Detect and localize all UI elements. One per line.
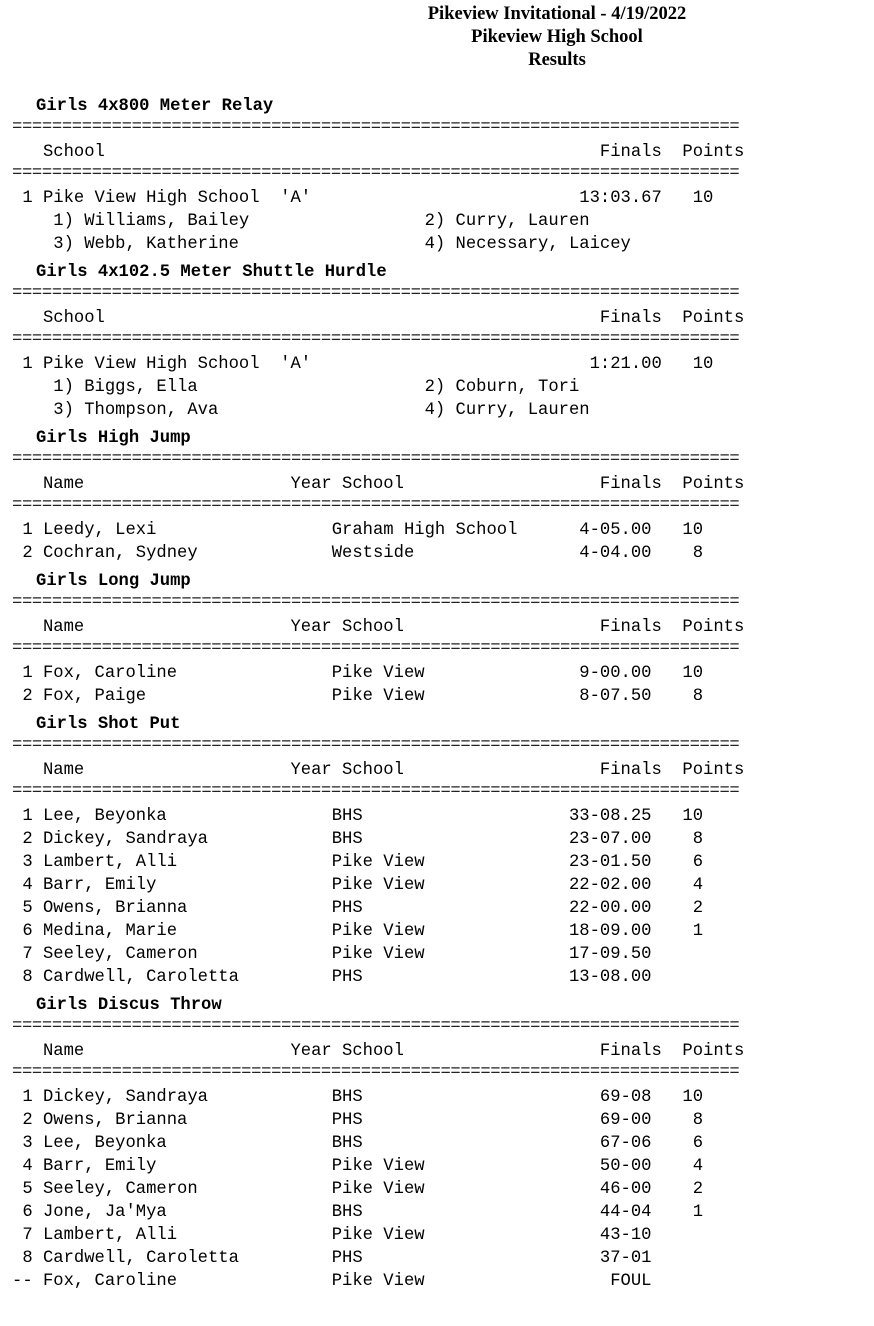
column-header: Name Year School Finals Points [12, 475, 745, 494]
rule-line: ========================================================================= [12, 782, 740, 801]
rule-line: ========================================================================= [12, 736, 740, 755]
result-row: 3 Lambert, Alli Pike View 23-01.50 6 [12, 853, 704, 872]
column-header: Name Year School Finals Points [12, 618, 745, 637]
event-title: Girls Shot Put [36, 715, 181, 734]
rule-line: ========================================================================= [12, 1017, 740, 1036]
event-section [12, 427, 842, 565]
meet-title: Pikeview Invitational - 4/19/2022 [427, 4, 687, 24]
column-header: School Finals Points [12, 309, 745, 328]
event-section [12, 713, 842, 989]
event-section [12, 994, 842, 1293]
result-row: 4 Barr, Emily Pike View 50-00 4 [12, 1157, 704, 1176]
meet-venue: Pikeview High School [471, 27, 643, 47]
rule-line: ========================================================================= [12, 593, 740, 612]
result-row: 6 Jone, Ja'Mya BHS 44-04 1 [12, 1203, 704, 1222]
result-row: 7 Seeley, Cameron Pike View 17-09.50 [12, 945, 652, 964]
result-row: 7 Lambert, Alli Pike View 43-10 [12, 1226, 652, 1245]
result-row: 2 Owens, Brianna PHS 69-00 8 [12, 1111, 704, 1130]
result-row: 5 Owens, Brianna PHS 22-00.00 2 [12, 899, 704, 918]
result-row: 1 Fox, Caroline Pike View 9-00.00 10 [12, 664, 704, 683]
result-row: 1 Pike View High School 'A' 13:03.67 10 [12, 189, 714, 208]
result-row: 3 Lee, Beyonka BHS 67-06 6 [12, 1134, 704, 1153]
results-header [240, 0, 874, 72]
rule-line: ========================================================================= [12, 450, 740, 469]
rule-line: ========================================================================= [12, 164, 740, 183]
rule-line: ========================================================================= [12, 284, 740, 303]
event-section [12, 261, 842, 422]
result-row: -- Fox, Caroline Pike View FOUL [12, 1272, 652, 1291]
event-title: Girls Discus Throw [36, 996, 222, 1015]
rule-line: ========================================================================= [12, 1063, 740, 1082]
rule-line: ========================================================================= [12, 639, 740, 658]
result-row: 4 Barr, Emily Pike View 22-02.00 4 [12, 876, 704, 895]
event-title: Girls 4x800 Meter Relay [36, 97, 274, 116]
result-row: 2 Fox, Paige Pike View 8-07.50 8 [12, 687, 704, 706]
rule-line: ========================================================================= [12, 118, 740, 137]
column-header: School Finals Points [12, 143, 745, 162]
event-title: Girls Long Jump [36, 572, 191, 591]
result-row: 1 Leedy, Lexi Graham High School 4-05.00 10 [12, 521, 704, 540]
result-row: 3) Webb, Katherine 4) Necessary, Laicey [12, 235, 631, 254]
rule-line: ========================================================================= [12, 496, 740, 515]
result-row: 1 Lee, Beyonka BHS 33-08.25 10 [12, 807, 704, 826]
column-header: Name Year School Finals Points [12, 761, 745, 780]
result-row: 1) Biggs, Ella 2) Coburn, Tori [12, 378, 580, 397]
result-row: 3) Thompson, Ava 4) Curry, Lauren [12, 401, 590, 420]
rule-line: ========================================================================= [12, 330, 740, 349]
result-row: 2 Dickey, Sandraya BHS 23-07.00 8 [12, 830, 704, 849]
event-title: Girls High Jump [36, 429, 191, 448]
event-title: Girls 4x102.5 Meter Shuttle Hurdle [36, 263, 387, 282]
results-label: Results [528, 50, 586, 70]
event-section [12, 570, 842, 708]
result-row: 2 Cochran, Sydney Westside 4-04.00 8 [12, 544, 704, 563]
result-row: 8 Cardwell, Caroletta PHS 37-01 [12, 1249, 652, 1268]
result-row: 1 Pike View High School 'A' 1:21.00 10 [12, 355, 714, 374]
column-header: Name Year School Finals Points [12, 1042, 745, 1061]
results-document [12, 90, 842, 1293]
result-row: 1) Williams, Bailey 2) Curry, Lauren [12, 212, 590, 231]
result-row: 8 Cardwell, Caroletta PHS 13-08.00 [12, 968, 652, 987]
result-row: 5 Seeley, Cameron Pike View 46-00 2 [12, 1180, 704, 1199]
result-row: 6 Medina, Marie Pike View 18-09.00 1 [12, 922, 704, 941]
result-row: 1 Dickey, Sandraya BHS 69-08 10 [12, 1088, 704, 1107]
event-section [12, 95, 842, 256]
